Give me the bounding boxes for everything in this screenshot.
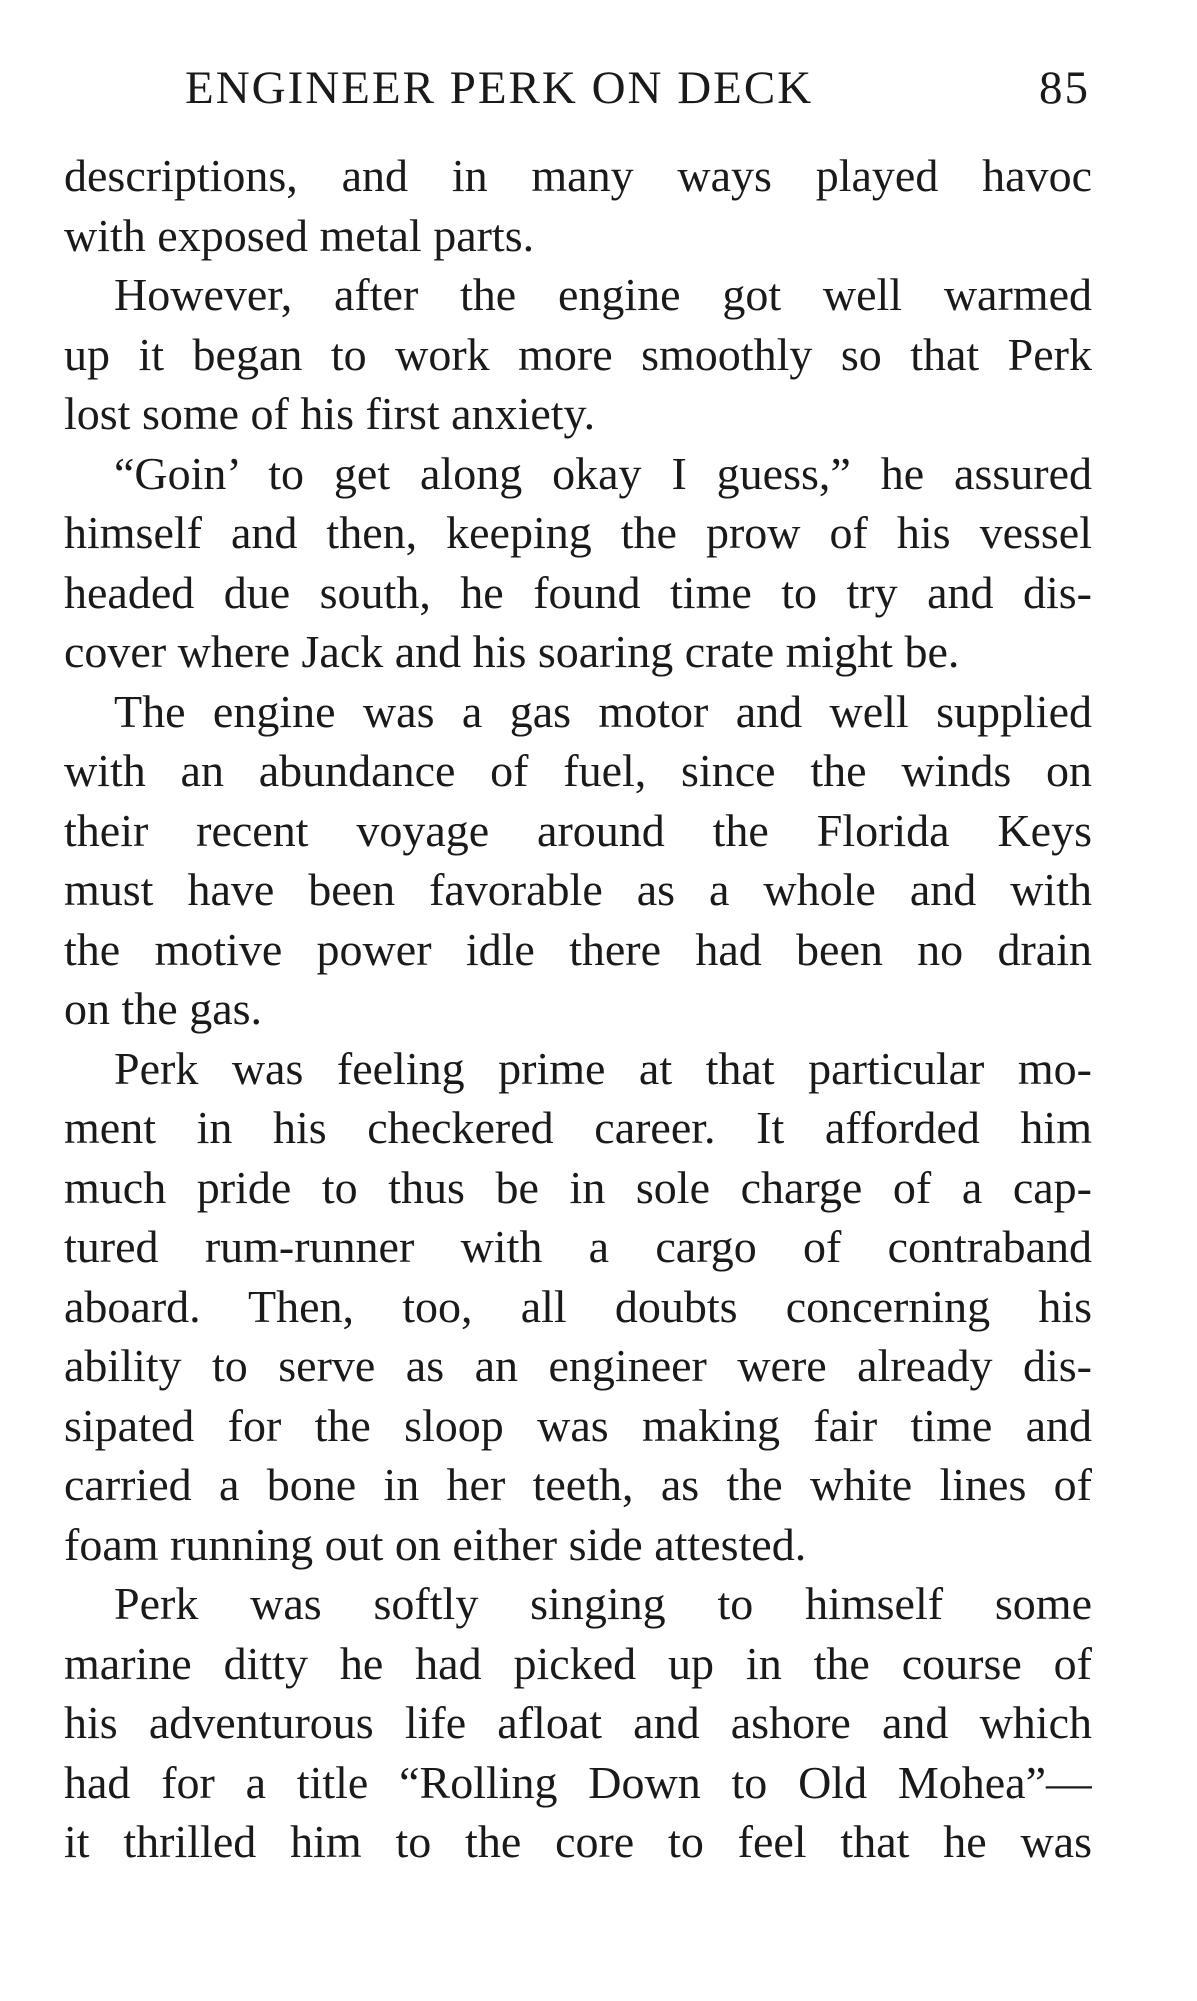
text-line: “Goin’ to get along okay I guess,” he assured bbox=[114, 447, 1092, 499]
chapter-title: ENGINEER PERK ON DECK bbox=[185, 62, 814, 114]
text-line: lost some of his first anxiety. bbox=[64, 388, 596, 439]
text-line: descriptions, and in many ways played havoc bbox=[64, 150, 1092, 201]
body-text bbox=[64, 146, 1092, 1872]
text-line: aboard. Then, too, all doubts concerning his bbox=[64, 1280, 1092, 1332]
text-line: Perk was feeling prime at that particular mo- bbox=[114, 1042, 1092, 1094]
page-number: 85 bbox=[1039, 62, 1090, 114]
text-line: marine ditty he had picked up in the course of bbox=[64, 1637, 1092, 1689]
text-line: had for a title “Rolling Down to Old Mohea”— bbox=[64, 1756, 1092, 1808]
text-line: with an abundance of fuel, since the winds on bbox=[64, 745, 1092, 796]
text-line: ment in his checkered career. It afforded him bbox=[64, 1102, 1092, 1153]
text-line: much pride to thus be in sole charge of a cap- bbox=[64, 1161, 1092, 1213]
text-line: However, after the engine got well warmed bbox=[114, 269, 1092, 320]
text-line: headed due south, he found time to try and dis- bbox=[64, 566, 1092, 618]
running-head bbox=[185, 58, 1090, 118]
text-line: the motive power idle there had been no drain bbox=[64, 923, 1092, 975]
text-line: with exposed metal parts. bbox=[64, 209, 535, 261]
text-line: cover where Jack and his soaring crate might be. bbox=[64, 626, 960, 677]
text-line: The engine was a gas motor and well supplied bbox=[114, 685, 1092, 737]
text-line: tured rum-runner with a cargo of contraband bbox=[64, 1221, 1092, 1272]
text-line: Perk was softly singing to himself some bbox=[114, 1578, 1092, 1629]
text-line: carried a bone in her teeth, as the white lines of bbox=[64, 1459, 1092, 1510]
text-line: ability to serve as an engineer were already dis- bbox=[64, 1340, 1092, 1391]
text-line: their recent voyage around the Florida Keys bbox=[64, 804, 1092, 856]
text-line: foam running out on either side attested. bbox=[64, 1518, 807, 1570]
text-line: on the gas. bbox=[64, 983, 263, 1034]
text-line: himself and then, keeping the prow of his vessel bbox=[64, 507, 1092, 558]
text-line: sipated for the sloop was making fair time and bbox=[64, 1399, 1092, 1451]
text-line: his adventurous life afloat and ashore and which bbox=[64, 1697, 1092, 1748]
text-line: it thrilled him to the core to feel that he was bbox=[64, 1816, 1092, 1867]
text-line: must have been favorable as a whole and with bbox=[64, 864, 1092, 915]
text-line: up it began to work more smoothly so that Perk bbox=[64, 328, 1092, 380]
